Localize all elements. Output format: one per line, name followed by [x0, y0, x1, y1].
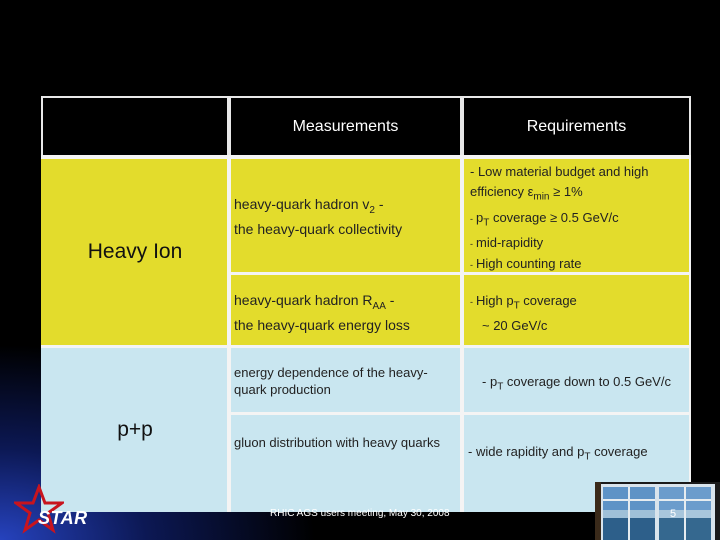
- meeting-footer: RHIC AGS users meeting, May 30, 2008: [270, 508, 450, 519]
- pp-r1-pre: - p: [482, 374, 498, 389]
- pp-m1-text: energy dependence of the heavy-quark production: [234, 365, 428, 397]
- table-divider: [229, 272, 691, 275]
- heavy-ion-requirement-2: [462, 274, 691, 347]
- hi-r1-line3-sub: T: [483, 217, 490, 229]
- header-requirements-label: Requirements: [526, 117, 627, 135]
- header-measurements-cell: [229, 96, 462, 157]
- hi-r1-line2-tail: ≥ 1%: [549, 184, 583, 199]
- heavy-ion-requirement-1: [462, 157, 691, 274]
- pp-requirement-1: [462, 347, 691, 414]
- heavy-ion-measurement-2: [229, 274, 462, 347]
- pp-measurement-1: [229, 347, 462, 414]
- header-requirements-cell: [462, 96, 691, 157]
- hi-m2-tail: -: [385, 292, 395, 308]
- hi-r2-line1-pre: High p: [476, 293, 514, 308]
- star-logo: [14, 484, 104, 534]
- hi-r1-line2-sub: min: [533, 191, 550, 203]
- hi-m1-text: heavy-quark hadron v: [234, 196, 370, 212]
- bullet-dash: -: [470, 297, 473, 307]
- hi-m1-line2: the heavy-quark collectivity: [234, 220, 403, 237]
- hi-r1-line3-tail: coverage ≥ 0.5 GeV/c: [489, 209, 619, 225]
- hi-m1-tail: -: [374, 196, 384, 212]
- hi-r1-line1: - Low material budget and high: [470, 164, 649, 179]
- pp-r2-sub: T: [584, 451, 591, 463]
- hi-r1-line5: High counting rate: [476, 256, 582, 272]
- hi-m2-sub: AA: [372, 300, 386, 312]
- pp-r2-tail: coverage: [590, 444, 648, 459]
- comparison-table: [41, 96, 691, 512]
- pp-label: p+p: [117, 417, 153, 441]
- page-number: 5: [670, 508, 677, 520]
- pp-r2-pre: - wide rapidity and p: [468, 444, 585, 459]
- table-divider: [41, 155, 691, 159]
- hi-r2-line2: ~ 20 GeV/c: [482, 317, 548, 333]
- table-divider: [229, 412, 691, 415]
- table-divider: [460, 157, 464, 512]
- bullet-dash: -: [470, 213, 473, 224]
- bullet-dash: -: [470, 239, 473, 250]
- heavy-ion-label: Heavy Ion: [87, 240, 183, 263]
- table-divider: [689, 157, 691, 512]
- window-photo-graphic: [595, 482, 720, 540]
- hi-m1-sub: 2: [369, 204, 375, 216]
- heavy-ion-label-cell: [41, 157, 229, 347]
- bullet-dash: -: [470, 260, 473, 271]
- table-divider: [227, 157, 231, 512]
- hi-r1-line2: efficiency ε: [470, 184, 534, 199]
- hi-r1-line3-pre: p: [476, 209, 484, 225]
- hi-m2-line2: the heavy-quark energy loss: [234, 316, 410, 333]
- table-divider: [41, 345, 691, 348]
- window-photo: [595, 482, 720, 540]
- hi-r1-line4: mid-rapidity: [476, 235, 544, 251]
- heavy-ion-measurement-1: [229, 157, 462, 274]
- hi-r2-line1-sub: T: [513, 300, 520, 312]
- hi-r2-line1-tail: coverage: [519, 293, 577, 308]
- header-measurements-label: Measurements: [292, 117, 399, 135]
- pp-measurement-2: [229, 414, 462, 512]
- pp-r1-sub: T: [497, 381, 504, 393]
- pp-m2-text: gluon distribution with heavy quarks: [234, 435, 440, 450]
- header-empty-cell: [41, 96, 229, 157]
- pp-r1-tail: coverage down to 0.5 GeV/c: [503, 374, 671, 389]
- star-logo-text: STAR: [38, 508, 88, 528]
- hi-m2-text: heavy-quark hadron R: [234, 292, 373, 308]
